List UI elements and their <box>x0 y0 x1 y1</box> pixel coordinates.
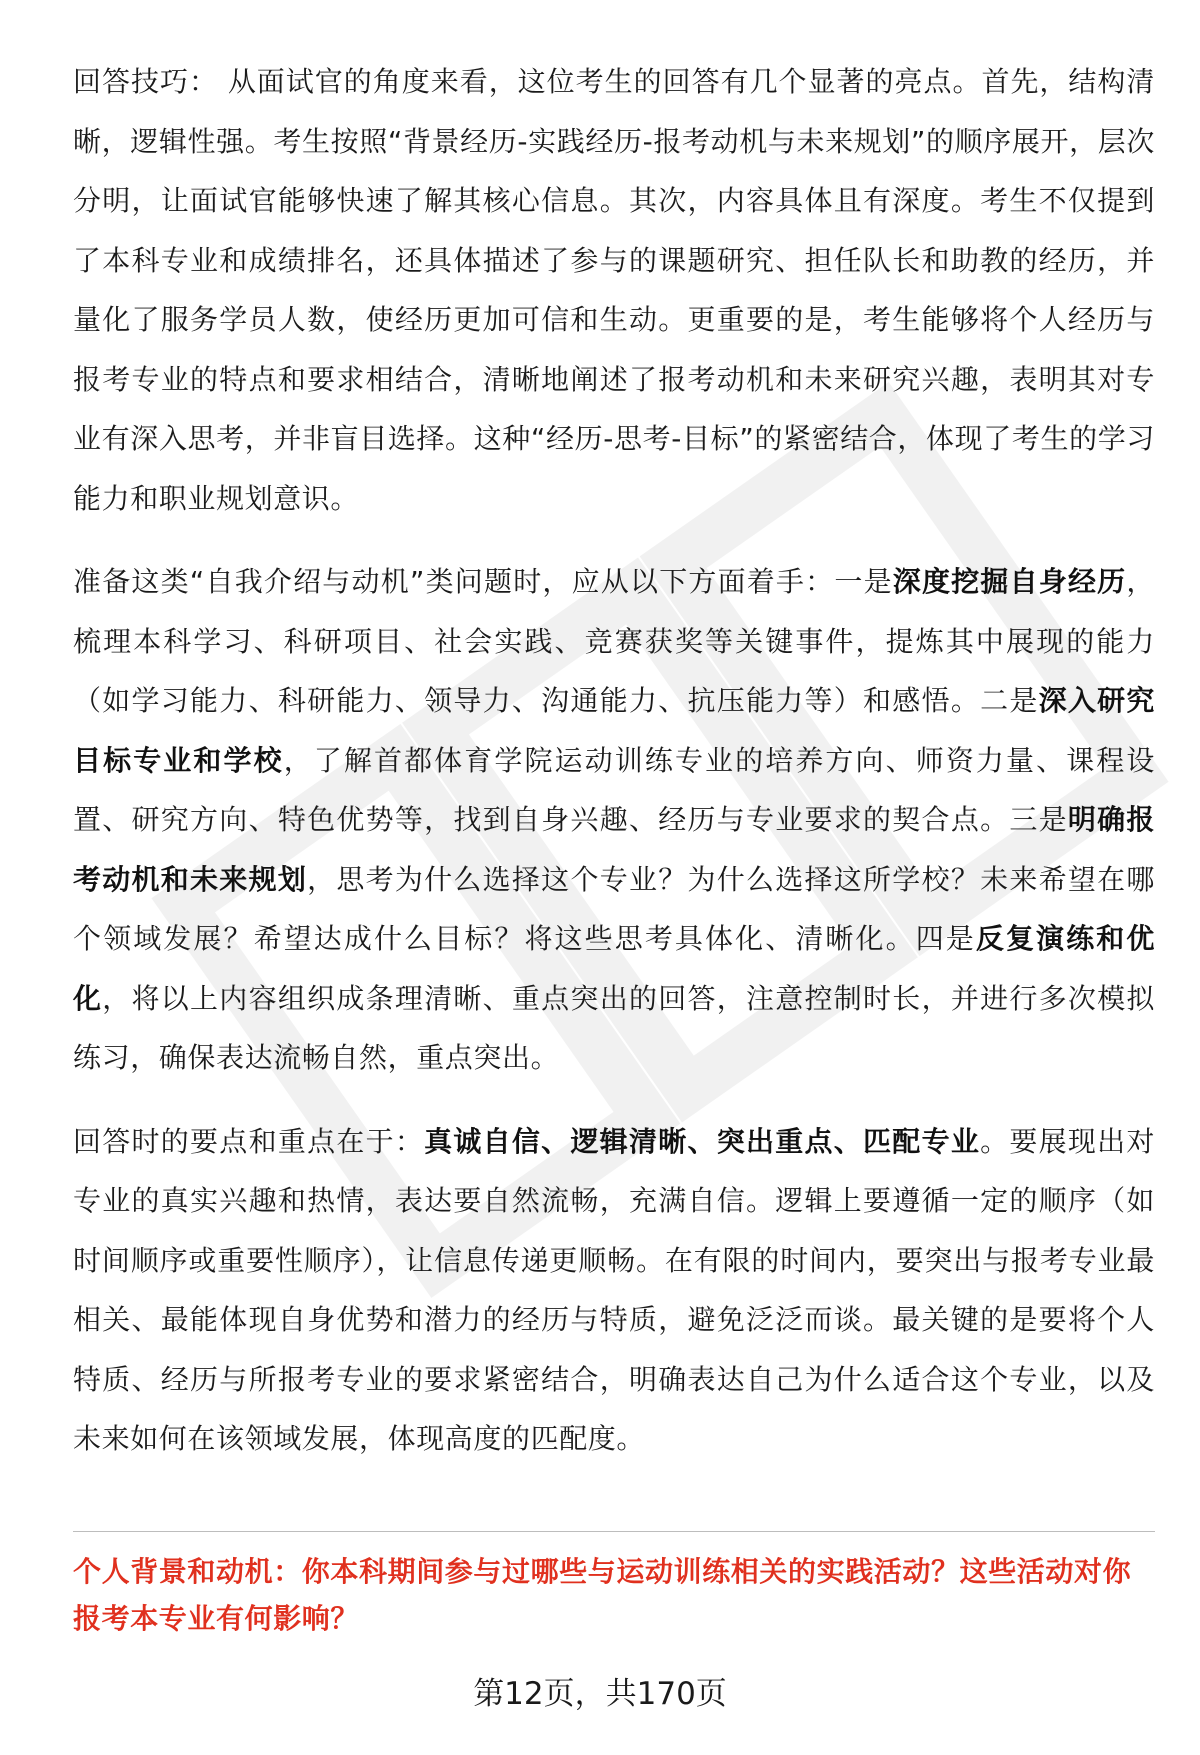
text-run: ，将以上内容组织成条理清晰、重点突出的回答，注意控制时长，并进行多次模拟练习，确保表达流畅自然，重点突出。 <box>73 981 1155 1074</box>
text-run: 准备这类“自我介绍与动机”类问题时，应从以下方面着手：一是 <box>73 565 893 598</box>
paragraph-answer-tips <box>73 52 1155 528</box>
text-run: 回答技巧： 从面试官的角度来看，这位考生的回答有几个显著的亮点。首先，结构清晰，逻辑性强。考生按照“背景经历-实践经历-报考动机与未来规划”的顺序展开，层次分明，让面试官能够快速了解其核心信息。其次，内容具体且有深度。考生不仅提到了本科专业和成绩排名，还具体描述了参与的课题研究、担任队长和助教的经历，并量化了服务学员人数，使经历更加可信和生动。更重要的是，考生能够将个人经历与报考专业的特点和要求相结合，清晰地阐述了报考动机和未来研究兴趣，表明其对专业有深入思考，并非盲目选择。这种“经历-思考-目标”的紧密结合，体现了考生的学习能力和职业规划意识。 <box>73 65 1155 515</box>
page-number: 第12页，共170页 <box>473 1676 727 1712</box>
text-run: 回答时的要点和重点在于： <box>73 1124 425 1158</box>
bold-phrase: 明确报考动机和未来规划 <box>73 803 1155 896</box>
paragraph-key-points <box>73 1112 1155 1469</box>
bold-phrase: 真诚自信、逻辑清晰、突出重点、匹配专业 <box>424 1124 981 1158</box>
bold-phrase: 深度挖掘自身经历 <box>892 565 1127 598</box>
text-run: 。要展现出对专业的真实兴趣和热情，表达要自然流畅，充满自信。逻辑上要遵循一定的顺序（如时间顺序或重要性顺序），让信息传递更顺畅。在有限的时间内，要突出与报考专业最相关、最能体现自身优势和潜力的经历与特质，避免泛泛而谈。最关键的是要将个人特质、经历与所报考专业的要求紧密结合，明确表达自己为什么适合这个专业，以及未来如何在该领域发展，体现高度的匹配度。 <box>73 1124 1156 1455</box>
section-divider <box>73 1531 1155 1532</box>
paragraph-preparation <box>73 552 1155 1088</box>
text-run: ，思考为什么选择这个专业？为什么选择这所学校？未来希望在哪个领域发展？希望达成什么目标？将这些思考具体化、清晰化。四是 <box>73 862 1155 955</box>
bold-phrase: 深入研究目标专业和学校 <box>73 684 1155 777</box>
document-body <box>73 52 1155 1493</box>
question-heading: 个人背景和动机：你本科期间参与过哪些与运动训练相关的实践活动？这些活动对你报考本专业有何影响？ <box>73 1555 1132 1635</box>
text-run: ，梳理本科学习、科研项目、社会实践、竞赛获奖等关键事件，提炼其中展现的能力（如学习能力、科研能力、领导力、沟通能力、抗压能力等）和感悟。二是 <box>73 565 1155 717</box>
text-run: ，了解首都体育学院运动训练专业的培养方向、师资力量、课程设置、研究方向、特色优势等，找到自身兴趣、经历与专业要求的契合点。三是 <box>73 743 1156 836</box>
bold-phrase: 反复演练和优化 <box>73 922 1155 1015</box>
